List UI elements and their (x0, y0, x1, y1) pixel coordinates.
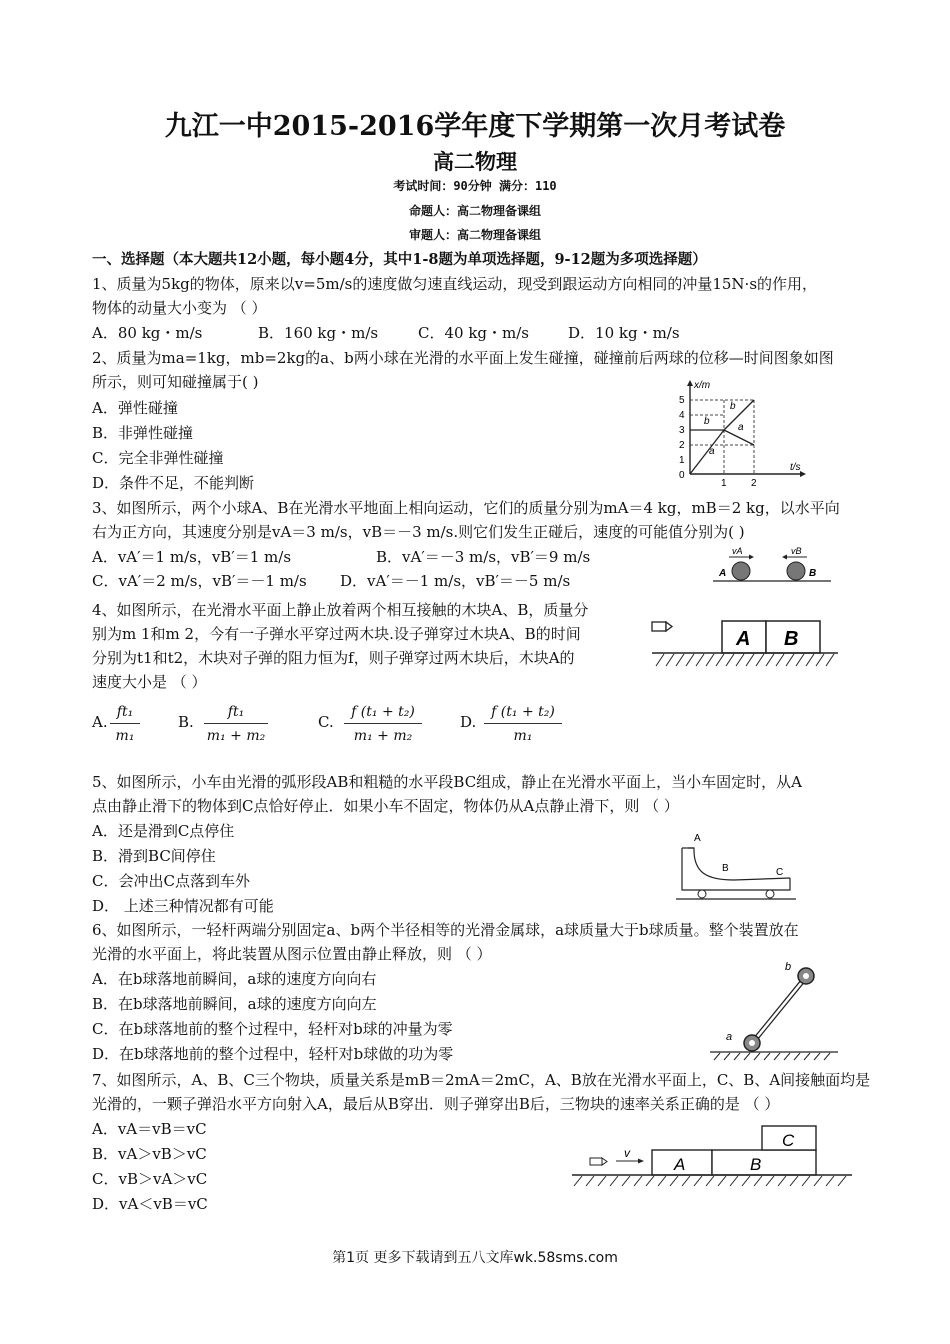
q4-option-c-num: f (t₁ + t₂) (344, 704, 422, 724)
q2-graph-label-a2: a (709, 446, 715, 457)
q2-graph-ylabel: x/m (694, 380, 711, 391)
q2-graph-label-b1: b (704, 416, 710, 427)
q4-option-a-num: ft₁ (110, 704, 140, 724)
q2-graph-ytick-0: 0 (679, 470, 685, 481)
q2-graph-xtick-2: 2 (751, 478, 757, 489)
q4-option-c-fraction (344, 704, 422, 744)
q2-graph (672, 378, 812, 490)
q5-label-a: A (694, 833, 701, 844)
q3-stem-line1: 3、如图所示，两个小球A、B在光滑水平地面上相向运动，它们的质量分别为mA＝4 kg，mB＝2 kg，以水平向 (92, 499, 840, 517)
q7-option-c: C．vB＞vA＞vC (92, 1170, 208, 1188)
q5-stem-line1: 5、如图所示，小车由光滑的弧形段AB和粗糙的水平段BC组成，静止在光滑水平面上，当小车固定时，从A (92, 773, 803, 791)
q7-stem-line1: 7、如图所示，A、B、C三个物块，质量关系是mB＝2mA＝2mC，A、B放在光滑水平面上，C、B、A间接触面均是 (92, 1071, 871, 1089)
q2-stem-line2: 所示，则可知碰撞属于( ) (92, 373, 259, 391)
q1-option-d: D．10 kg・m/s (568, 324, 680, 342)
exam-info: 考试时间：90分钟 满分：110 (393, 179, 557, 193)
q7-stem-line2: 光滑的，一颗子弹沿水平方向射入A，最后从B穿出．则子弹穿出B后，三物块的速率关系正确的是 （ ） (92, 1095, 780, 1113)
q3-figure (705, 545, 835, 595)
q3-option-c: C．vA′＝2 m/s，vB′＝－1 m/s (92, 572, 307, 590)
q6-label-a: a (726, 1031, 733, 1043)
q2-option-b: B．非弹性碰撞 (92, 424, 194, 442)
q4-label-b: B (784, 628, 799, 650)
q4-option-c-letter: C. (318, 713, 334, 731)
q3-label-vb: vB (791, 546, 802, 556)
q2-graph-xlabel: t/s (790, 462, 801, 473)
q3-option-b: B．vA′＝－3 m/s，vB′＝9 m/s (376, 548, 591, 566)
q4-option-d-fraction (484, 704, 562, 744)
q5-stem-line2: 点由静止滑下的物体到C点恰好停止．如果小车不固定，物体仍从A点静止滑下，则 （ ） (92, 797, 679, 815)
q5-option-d: D． 上述三种情况都有可能 (92, 897, 274, 915)
q5-option-c: C．会冲出C点落到车外 (92, 872, 250, 890)
q7-option-d: D．vA＜vB＝vC (92, 1195, 208, 1213)
q6-stem-line2: 光滑的水平面上，将此装置从图示位置由静止释放，则 （ ） (92, 945, 492, 963)
exam-reviewer: 审题人：高二物理备课组 (408, 228, 541, 242)
q6-option-c: C．在b球落地前的整个过程中，轻杆对b球的冲量为零 (92, 1020, 453, 1038)
q1-option-b: B．160 kg・m/s (258, 324, 379, 342)
q4-option-a-den: m₁ (115, 728, 135, 744)
q2-option-a: A．弹性碰撞 (92, 399, 178, 417)
q4-stem-line4: 速度大小是 （ ） (92, 673, 207, 691)
q5-option-a: A．还是滑到C点停住 (92, 822, 235, 840)
q2-stem-line1: 2、质量为ma=1kg，mb=2kg的a、b两小球在光滑的水平面上发生碰撞，碰撞前后两球的位移—时间图象如图 (92, 349, 834, 367)
q1-option-c: C．40 kg・m/s (418, 324, 529, 342)
q6-option-d: D．在b球落地前的整个过程中，轻杆对b球做的功为零 (92, 1045, 454, 1063)
q1-option-a: A．80 kg・m/s (92, 324, 203, 342)
q6-stem-line1: 6、如图所示，一轻杆两端分别固定a、b两个半径相等的光滑金属球，a球质量大于b球质量。整个装置放在 (92, 921, 799, 939)
q2-graph-ytick-4: 4 (679, 410, 685, 421)
q3-label-va: vA (732, 546, 743, 556)
q5-figure (670, 828, 800, 910)
q3-label-a: A (719, 568, 727, 579)
q5-option-b: B．滑到BC间停住 (92, 847, 216, 865)
q3-stem-line2: 右为正方向，其速度分别是vA＝3 m/s，vB＝－3 m/s.则它们发生正碰后，速度的可能值分别为( ) (92, 523, 745, 541)
q4-option-d-den: m₁ (513, 728, 533, 744)
q6-option-a: A．在b球落地前瞬间，a球的速度方向向右 (92, 970, 377, 988)
q2-option-d: D．条件不足，不能判断 (92, 474, 255, 492)
q2-graph-label-b2: b (730, 401, 736, 412)
q7-figure (566, 1120, 856, 1192)
exam-subject: 高二物理 (433, 149, 517, 174)
q4-option-b-letter: B. (178, 713, 194, 731)
q4-option-b-fraction (204, 704, 268, 744)
q6-option-b: B．在b球落地前瞬间，a球的速度方向向左 (92, 995, 377, 1013)
q2-graph-ytick-5: 5 (679, 395, 685, 406)
q5-label-c: C (776, 867, 784, 878)
q2-graph-ytick-1: 1 (679, 455, 685, 466)
q4-option-d-num: f (t₁ + t₂) (484, 704, 562, 724)
q4-stem-line3: 分别为t1和t2，木块对子弹的阻力恒为f，则子弹穿过两木块后，木块A的 (92, 649, 575, 667)
q7-label-a: A (674, 1155, 686, 1174)
q1-stem-line2: 物体的动量大小变为 （ ） (92, 299, 267, 317)
q4-figure (646, 614, 842, 674)
q7-option-a: A．vA＝vB＝vC (92, 1120, 207, 1138)
q7-label-c: C (782, 1131, 795, 1150)
q2-option-c: C．完全非弹性碰撞 (92, 449, 224, 467)
q7-label-b: B (750, 1155, 762, 1174)
exam-author: 命题人：高二物理备课组 (408, 204, 541, 218)
q3-label-b: B (809, 568, 817, 579)
q2-graph-xtick-1: 1 (721, 478, 727, 489)
q4-option-a-letter: A. (92, 713, 108, 731)
q6-label-b: b (785, 961, 792, 973)
q7-label-v: v (624, 1146, 630, 1160)
q7-option-b: B．vA＞vB＞vC (92, 1145, 207, 1163)
page-footer: 第1页 更多下载请到五八文库wk.58sms.com (332, 1250, 618, 1266)
q3-option-d: D．vA′＝－1 m/s，vB′＝－5 m/s (340, 572, 571, 590)
q1-stem-line1: 1、质量为5kg的物体，原来以v=5m/s的速度做匀速直线运动，现受到跟运动方向相同的冲量15N·s的作用， (92, 275, 818, 293)
q4-label-a: A (736, 628, 751, 650)
q2-graph-ytick-2: 2 (679, 440, 685, 451)
q2-graph-label-a1: a (738, 422, 744, 433)
section-heading: 一、选择题（本大题共12小题，每小题4分，其中1-8题为单项选择题，9-12题为多项选择题） (92, 251, 707, 268)
q4-option-d-letter: D. (460, 713, 477, 731)
q6-figure (706, 960, 840, 1064)
q4-option-c-den: m₁ + m₂ (353, 728, 413, 744)
q4-option-a-fraction (110, 704, 140, 744)
q5-label-b: B (722, 863, 729, 874)
q4-stem-line2: 别为m 1和m 2，今有一子弹水平穿过两木块.设子弹穿过木块A、B的时间 (92, 625, 581, 643)
q4-option-b-num: ft₁ (204, 704, 268, 724)
q3-option-a: A．vA′＝1 m/s，vB′＝1 m/s (92, 548, 292, 566)
q4-option-b-den: m₁ + m₂ (206, 728, 266, 744)
exam-title: 九江一中2015-2016学年度下学期第一次月考试卷 (164, 111, 786, 142)
q2-graph-ytick-3: 3 (679, 425, 685, 436)
q4-stem-line1: 4、如图所示，在光滑水平面上静止放着两个相互接触的木块A、B，质量分 (92, 601, 589, 619)
